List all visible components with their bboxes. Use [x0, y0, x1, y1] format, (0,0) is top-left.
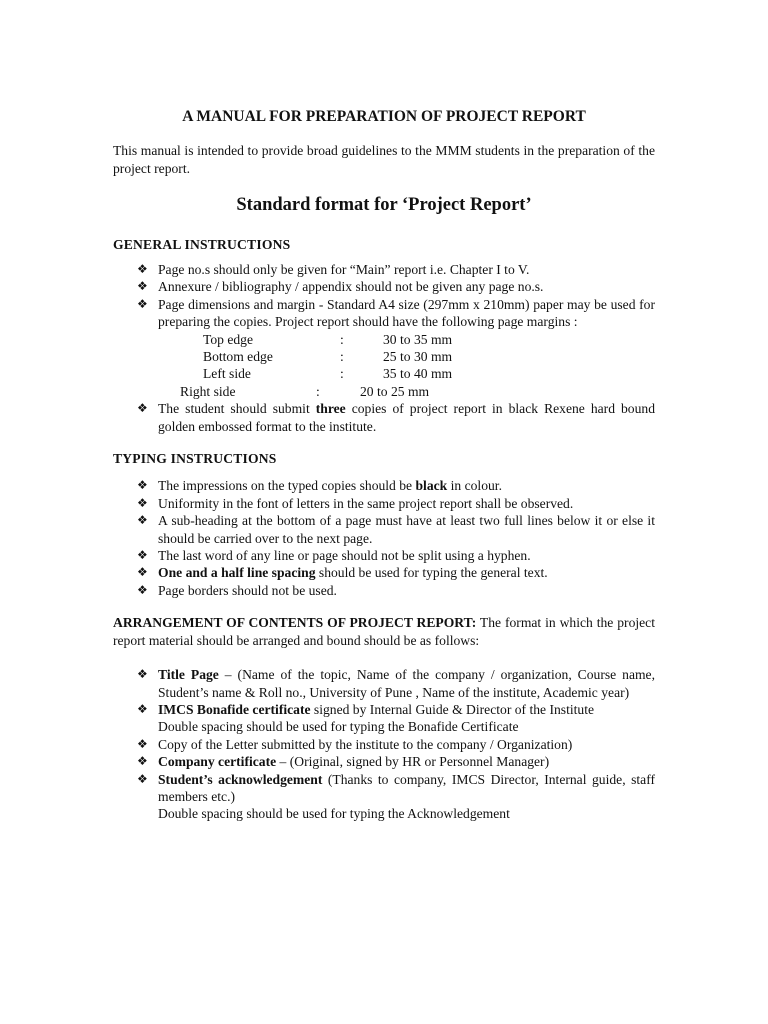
- list-item: [113, 753, 655, 770]
- margin-label: Left side: [203, 366, 251, 382]
- margin-row: [158, 383, 655, 400]
- diamond-bullet-icon: ❖: [137, 495, 148, 510]
- document-subtitle: Standard format for ‘Project Report’: [236, 195, 532, 216]
- list-item: [113, 261, 655, 278]
- list-item: [113, 296, 655, 400]
- margin-label: Bottom edge: [203, 349, 273, 365]
- list-item: [113, 564, 655, 581]
- list-item-text: [158, 667, 655, 699]
- margin-value: 35 to 40 mm: [383, 366, 453, 382]
- emphasis: Title Page: [158, 667, 219, 683]
- list-item: [113, 512, 655, 547]
- list-item: [113, 477, 655, 494]
- list-item: [113, 666, 655, 701]
- general-instructions-heading: GENERAL INSTRUCTIONS: [113, 236, 291, 252]
- diamond-bullet-icon: ❖: [137, 667, 148, 682]
- document-title: A MANUAL FOR PREPARATION OF PROJECT REPORT: [182, 108, 586, 125]
- emphasis: Student’s acknowledgement: [158, 771, 323, 787]
- diamond-bullet-icon: ❖: [137, 279, 148, 294]
- text-end: – (Name of the topic, Name of the company / organization, Course name, Student’s name & Roll no., University of Pune , Name of the institute, Academic year): [158, 667, 655, 700]
- diamond-bullet-icon: ❖: [137, 262, 148, 277]
- arrangement-heading: ARRANGEMENT OF CONTENTS OF PROJECT REPORT:: [113, 615, 477, 631]
- emphasis: Company certificate: [158, 754, 277, 770]
- arrangement-list: [113, 666, 655, 823]
- document-content: [113, 108, 655, 823]
- list-item-text: Page borders should not be used.: [158, 582, 337, 598]
- diamond-bullet-icon: ❖: [137, 582, 148, 597]
- list-item-text: Page no.s should only be given for “Main” report i.e. Chapter I to V.: [158, 262, 530, 278]
- list-item-text: Page dimensions and margin - Standard A4 size (297mm x 210mm) paper may be used for preparing the copies. Project report should have the following page margins :: [158, 296, 655, 330]
- list-item-text: [158, 754, 549, 769]
- list-item: [113, 278, 655, 295]
- text-end: – (Original, signed by HR or Personnel Manager): [276, 754, 550, 770]
- list-item: [113, 495, 655, 512]
- diamond-bullet-icon: ❖: [137, 296, 148, 311]
- diamond-bullet-icon: ❖: [137, 548, 148, 563]
- margin-value: 20 to 25 mm: [360, 383, 430, 399]
- list-item: [113, 400, 655, 435]
- margins-table: [158, 331, 655, 401]
- diamond-bullet-icon: ❖: [137, 754, 148, 769]
- typing-instructions-list: [113, 477, 655, 599]
- arrangement-paragraph: [113, 614, 655, 649]
- text-end: (Thanks to company, IMCS Director, Internal guide, staff members etc.): [158, 771, 656, 804]
- list-item-text: A sub-heading at the bottom of a page must have at least two full lines below it or else it should be carried over to the next page.: [158, 513, 655, 546]
- general-instructions-list: [113, 261, 655, 435]
- text-start: The impressions on the typed copies should be: [158, 478, 416, 494]
- diamond-bullet-icon: ❖: [137, 736, 148, 751]
- diamond-bullet-icon: ❖: [137, 565, 148, 580]
- diamond-bullet-icon: ❖: [137, 513, 148, 528]
- diamond-bullet-icon: ❖: [137, 401, 148, 416]
- margin-separator: :: [340, 331, 344, 347]
- emphasis: black: [415, 478, 448, 494]
- copies-emphasis: three: [315, 401, 346, 417]
- list-item-text: Uniformity in the font of letters in the same project report shall be observed.: [158, 495, 574, 511]
- copies-text-start: The student should submit: [158, 401, 316, 417]
- list-item-text: Annexure / bibliography / appendix should not be given any page no.s.: [158, 279, 544, 295]
- emphasis: IMCS Bonafide certificate: [158, 701, 311, 717]
- margin-label: Right side: [180, 383, 236, 399]
- second-line: Double spacing should be used for typing the Bonafide Certificate: [158, 719, 519, 735]
- margin-separator: :: [340, 366, 344, 382]
- list-item-text: [158, 401, 655, 433]
- margin-row: [158, 365, 655, 382]
- typing-instructions-heading: TYPING INSTRUCTIONS: [113, 451, 277, 467]
- arrangement-intro: The format in which the project report material should be arranged and bound should be as follows:: [113, 615, 655, 648]
- list-item: [113, 736, 655, 753]
- list-item-text: [158, 702, 655, 736]
- copies-text-end: copies of project report in black Rexene hard bound golden embossed format to the institute.: [158, 401, 655, 434]
- margin-value: 25 to 30 mm: [383, 349, 453, 365]
- text-end: should be used for typing the general text.: [315, 565, 548, 581]
- list-item-text: [158, 772, 655, 823]
- list-item-text: [158, 565, 548, 580]
- margin-label: Top edge: [203, 331, 254, 347]
- margin-separator: :: [340, 349, 344, 365]
- list-item: [113, 771, 655, 823]
- list-item: [113, 701, 655, 736]
- text-end: signed by Internal Guide & Director of the Institute: [310, 701, 595, 717]
- margin-row: [158, 348, 655, 365]
- intro-paragraph: This manual is intended to provide broad guidelines to the MMM students in the preparation of the project report.: [113, 143, 655, 176]
- margin-value: 30 to 35 mm: [383, 331, 453, 347]
- diamond-bullet-icon: ❖: [137, 771, 148, 786]
- list-item: [113, 582, 655, 599]
- list-item-text: The last word of any line or page should not be split using a hyphen.: [158, 548, 531, 564]
- list-item-text: [158, 478, 502, 493]
- second-line: Double spacing should be used for typing the Acknowledgement: [158, 806, 510, 822]
- diamond-bullet-icon: ❖: [137, 701, 148, 716]
- list-item: [113, 547, 655, 564]
- margin-separator: :: [316, 383, 320, 399]
- list-item-text: Copy of the Letter submitted by the institute to the company / Organization): [158, 736, 573, 752]
- diamond-bullet-icon: ❖: [137, 478, 148, 493]
- text-end: in colour.: [447, 478, 502, 494]
- margin-row: [158, 331, 655, 348]
- emphasis: One and a half line spacing: [158, 565, 316, 581]
